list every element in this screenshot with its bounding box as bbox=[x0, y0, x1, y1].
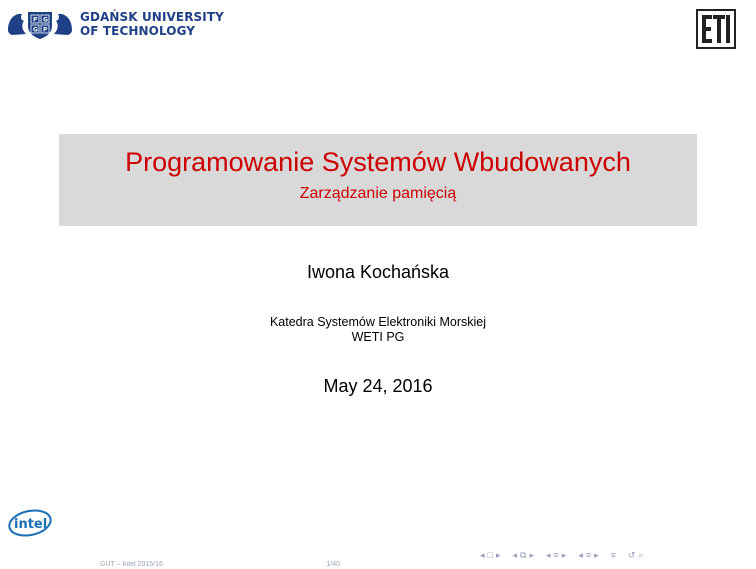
title-block bbox=[59, 134, 697, 226]
nav-back-icon[interactable]: ↺ bbox=[627, 549, 636, 560]
gdansk-university-logo bbox=[6, 8, 224, 40]
nav-subsection-icon[interactable]: ⧉ bbox=[520, 549, 527, 560]
author-name: Iwona Kochańska bbox=[306, 262, 450, 282]
nav-frame-icon[interactable]: □ bbox=[487, 550, 493, 560]
presentation-title: Programowanie Systemów Wbudowanych bbox=[125, 147, 631, 177]
presentation-date: May 24, 2016 bbox=[323, 376, 433, 396]
nav-section-prev-icon[interactable]: ◂ bbox=[546, 549, 551, 560]
university-name-line2: OF TECHNOLOGY bbox=[80, 24, 196, 38]
footer bbox=[100, 561, 340, 569]
institute-line2: WETI PG bbox=[351, 330, 405, 344]
nav-part-prev-icon[interactable]: ◂ bbox=[578, 549, 583, 560]
pg-emblem-icon bbox=[6, 8, 74, 40]
institute-line1: Katedra Systemów Elektroniki Morskiej bbox=[269, 315, 487, 329]
navigation-bar bbox=[480, 548, 750, 562]
svg-text:P: P bbox=[43, 26, 48, 34]
svg-text:G: G bbox=[43, 16, 48, 24]
svg-text:G: G bbox=[33, 26, 38, 34]
institute bbox=[0, 315, 756, 345]
nav-search-icon[interactable]: ⌕ bbox=[638, 549, 644, 560]
footer-page: 1/40 bbox=[326, 561, 340, 568]
university-name bbox=[80, 10, 224, 38]
nav-subsection-next-icon[interactable]: ▸ bbox=[529, 549, 534, 560]
nav-frame-prev-icon[interactable]: ◂ bbox=[480, 549, 485, 560]
svg-text:P: P bbox=[33, 16, 38, 24]
nav-section-next-icon[interactable]: ▸ bbox=[561, 549, 567, 560]
nav-subsection-prev-icon[interactable]: ◂ bbox=[512, 549, 518, 560]
nav-section-icon[interactable]: ≡ bbox=[553, 550, 559, 560]
intel-logo-icon bbox=[6, 505, 54, 539]
nav-part-next-icon[interactable]: ▸ bbox=[594, 549, 599, 560]
footer-left: GUT – Intel 2015/16 bbox=[100, 561, 163, 568]
university-name-line1: GDAŃSK UNIVERSITY bbox=[80, 10, 224, 24]
intel-logo-text: intel bbox=[14, 517, 48, 532]
eti-logo-icon bbox=[696, 9, 736, 49]
nav-part-icon[interactable]: ≡ bbox=[585, 550, 592, 560]
nav-align-icon[interactable]: ≡ bbox=[610, 550, 616, 560]
nav-frame-next-icon[interactable]: ▸ bbox=[495, 549, 501, 560]
presentation-subtitle: Zarządzanie pamięcią bbox=[299, 185, 457, 202]
